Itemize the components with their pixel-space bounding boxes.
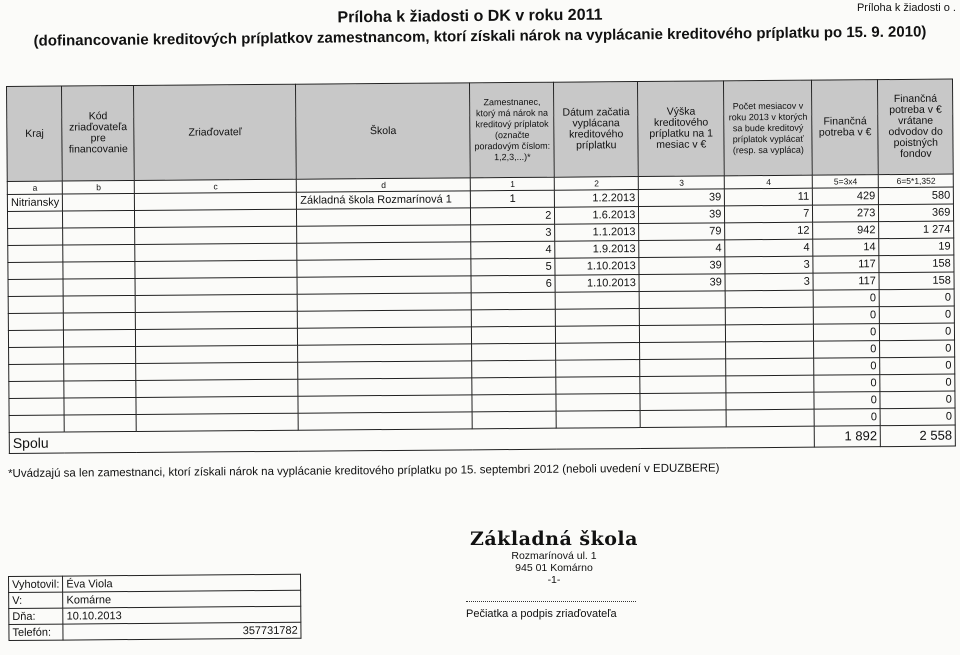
cell-kod: [64, 346, 136, 364]
cell-skola: [298, 310, 472, 328]
cell-datum: 1.2.2013: [555, 190, 639, 208]
cell-zriadovatel: [136, 311, 298, 329]
cell-vyska: [640, 325, 726, 343]
header-cell: Výška kreditového príplatku na 1 mesiac v €: [638, 81, 725, 177]
header-cell: Finančná potreba v € vrátane odvodov do poistných fondov: [878, 79, 954, 175]
total-label: Spolu: [9, 426, 814, 453]
cell-odvody: 0: [880, 391, 955, 409]
cell-odvody: 0: [879, 289, 954, 307]
cell-zriadovatel: [135, 226, 297, 244]
cell-potreba: 0: [813, 290, 879, 308]
cell-datum: [556, 377, 640, 395]
cell-mesiace: 11: [725, 188, 813, 206]
cell-zam: [471, 292, 555, 310]
corner-note: Príloha k žiadosti o .: [856, 2, 956, 14]
cell-skola: [297, 293, 471, 311]
cell-kraj: [8, 330, 63, 347]
document-subtitle: (dofinancovanie kreditových príplatkov zamestnancom, ktorí získali nárok na vyplácanie kreditového príplatku po 15. 9. 2010): [33, 23, 927, 50]
cell-zam: 3: [471, 224, 555, 242]
cell-zriadovatel: [136, 413, 298, 431]
info-label: Telefón:: [9, 624, 63, 640]
cell-zriadovatel: [135, 277, 297, 295]
stamp-number: -1-: [547, 574, 561, 586]
cell-datum: 1.9.2013: [555, 241, 639, 259]
cell-mesiace: [726, 375, 814, 393]
cell-kod: [63, 261, 135, 279]
cell-zriadovatel: [136, 379, 298, 397]
cell-skola: [297, 225, 471, 243]
cell-kod: [64, 329, 136, 347]
column-letter: 2: [555, 177, 639, 191]
cell-vyska: 79: [639, 223, 725, 241]
cell-odvody: 158: [879, 272, 954, 290]
cell-zriadovatel: [136, 345, 298, 363]
cell-odvody: 0: [880, 323, 955, 341]
stamp-street: Rozmarínová ul. 1: [511, 550, 597, 562]
column-letter: b: [63, 180, 135, 194]
cell-vyska: [640, 410, 726, 428]
cell-kraj: [9, 415, 64, 432]
column-letter: a: [7, 181, 62, 194]
cell-datum: 1.10.2013: [555, 275, 639, 293]
cell-odvody: 0: [880, 340, 955, 358]
cell-zam: 1: [471, 190, 555, 208]
cell-zam: [472, 343, 556, 361]
info-label: V:: [9, 592, 63, 608]
cell-kraj: [8, 313, 63, 330]
header-row: [7, 79, 954, 181]
cell-zam: 4: [471, 241, 555, 259]
cell-vyska: [640, 342, 726, 360]
cell-kod: [63, 227, 135, 245]
header-cell: Zamestnanec, ktorý má nárok na kreditový príplatok (označte poradovým číslom: 1,2,3,...)*: [470, 82, 555, 178]
cell-odvody: 580: [879, 187, 954, 205]
cell-datum: [556, 343, 640, 361]
cell-mesiace: 4: [725, 239, 813, 257]
cell-zam: [472, 394, 556, 412]
cell-mesiace: [726, 409, 814, 427]
cell-mesiace: [725, 290, 813, 308]
cell-skola: Základná škola Rozmarínová 1: [297, 191, 471, 209]
cell-kraj: [9, 364, 64, 381]
total-odvody: 2 558: [880, 425, 955, 447]
cell-vyska: [640, 393, 726, 411]
cell-kraj: [9, 381, 64, 398]
cell-kraj: [8, 228, 63, 245]
cell-vyska: 39: [639, 257, 725, 275]
cell-skola: [297, 259, 471, 277]
cell-datum: 1.1.2013: [555, 224, 639, 242]
footnote: *Uvádzajú sa len zamestnanci, ktorí získali nárok na vyplácanie kreditového príplatku po 15. septembri 2012 (neboli uvedení v EDUZBERE): [8, 462, 720, 480]
cell-vyska: [640, 376, 726, 394]
cell-zam: [472, 411, 556, 429]
cell-vyska: 4: [639, 240, 725, 258]
cell-potreba: 0: [814, 307, 880, 325]
header-cell: Zriaďovateľ: [134, 84, 297, 180]
cell-mesiace: [726, 358, 814, 376]
cell-odvody: 0: [880, 408, 955, 426]
cell-datum: [556, 411, 640, 429]
cell-kraj: [9, 398, 64, 415]
signature-label: Pečiatka a podpis zriaďovateľa: [466, 608, 617, 620]
cell-kraj: [9, 347, 64, 364]
cell-potreba: 429: [813, 188, 879, 206]
header-cell: Škola: [296, 83, 471, 179]
cell-kod: [64, 363, 136, 381]
cell-datum: [556, 326, 640, 344]
cell-potreba: 942: [813, 222, 879, 240]
header-cell: Kód zriaďovateľa pre financovanie: [62, 85, 135, 181]
cell-kraj: [8, 296, 63, 313]
cell-mesiace: [726, 307, 814, 325]
cell-zam: 2: [471, 207, 555, 225]
total-potreba: 1 892: [814, 426, 880, 448]
cell-mesiace: 7: [725, 205, 813, 223]
cell-zriadovatel: [135, 294, 297, 312]
cell-potreba: 273: [813, 205, 879, 223]
cell-zam: 5: [471, 258, 555, 276]
cell-potreba: 0: [814, 358, 880, 376]
cell-datum: [556, 394, 640, 412]
header-cell: Finančná potreba v €: [812, 80, 879, 176]
cell-mesiace: 3: [725, 256, 813, 274]
cell-datum: [556, 360, 640, 378]
cell-skola: [297, 208, 471, 226]
column-letter: 6=5*1,352: [879, 174, 954, 188]
cell-odvody: 0: [880, 306, 955, 324]
cell-datum: [556, 309, 640, 327]
cell-odvody: 158: [879, 255, 954, 273]
cell-odvody: 1 274: [879, 221, 954, 239]
column-letter: 5=3x4: [813, 175, 879, 189]
cell-odvody: 19: [879, 238, 954, 256]
cell-skola: [298, 378, 472, 396]
cell-kraj: [8, 245, 63, 262]
column-letter: d: [297, 178, 471, 192]
cell-kraj: Nitriansky: [7, 194, 62, 211]
cell-mesiace: 3: [725, 273, 813, 291]
cell-mesiace: 12: [725, 222, 813, 240]
cell-kod: [63, 244, 135, 262]
cell-skola: [298, 361, 472, 379]
cell-kraj: [8, 279, 63, 296]
cell-skola: [297, 242, 471, 260]
cell-potreba: 0: [814, 341, 880, 359]
stamp-school-name: Základná škola: [470, 528, 638, 550]
info-value: Komárne: [63, 590, 301, 608]
cell-kraj: [7, 211, 62, 228]
header-cell: Kraj: [7, 86, 63, 181]
cell-zriadovatel: [135, 209, 297, 227]
cell-zam: [472, 326, 556, 344]
cell-vyska: [639, 291, 725, 309]
cell-potreba: 117: [813, 273, 879, 291]
cell-potreba: 0: [814, 409, 880, 427]
cell-skola: [298, 395, 472, 413]
info-value: Éva Viola: [63, 574, 301, 592]
info-value: 357731782: [63, 622, 301, 640]
cell-kod: [63, 210, 135, 228]
column-letter: 4: [725, 175, 813, 189]
column-letter: c: [135, 179, 297, 193]
cell-zam: [472, 309, 556, 327]
cell-kod: [64, 414, 136, 432]
column-letter: 1: [471, 177, 555, 191]
cell-kod: [63, 193, 135, 211]
cell-skola: [297, 276, 471, 294]
cell-potreba: 117: [813, 256, 879, 274]
stamp-city: 945 01 Komárno: [515, 562, 593, 574]
cell-skola: [298, 344, 472, 362]
cell-odvody: 0: [880, 357, 955, 375]
cell-zam: [472, 377, 556, 395]
cell-skola: [298, 412, 472, 430]
cell-zriadovatel: [136, 362, 298, 380]
info-value: 10.10.2013: [63, 606, 301, 624]
cell-kod: [63, 278, 135, 296]
cell-potreba: 0: [814, 375, 880, 393]
cell-mesiace: [726, 392, 814, 410]
cell-vyska: [640, 308, 726, 326]
author-info-table: [8, 574, 302, 641]
header-cell: Dátum začatia vyplácana kreditového príplatku: [554, 82, 639, 178]
cell-mesiace: [726, 324, 814, 342]
cell-vyska: 39: [639, 274, 725, 292]
info-label: Vyhotovil:: [9, 576, 63, 592]
signature-line: [466, 601, 636, 602]
cell-zriadovatel: [136, 328, 298, 346]
cell-zriadovatel: [135, 243, 297, 261]
cell-kod: [64, 312, 136, 330]
cell-datum: 1.6.2013: [555, 207, 639, 225]
cell-zam: [472, 360, 556, 378]
cell-odvody: 0: [880, 374, 955, 392]
column-letter: 3: [639, 176, 725, 190]
cell-zriadovatel: [136, 396, 298, 414]
cell-skola: [298, 327, 472, 345]
cell-datum: [555, 292, 639, 310]
header-cell: Počet mesiacov v roku 2013 v ktorých sa bude kreditový príplatok vyplácať (resp. sa vypláca): [724, 80, 813, 176]
cell-zriadovatel: [135, 192, 297, 210]
cell-mesiace: [726, 341, 814, 359]
cell-odvody: 369: [879, 204, 954, 222]
info-row: [9, 622, 301, 640]
info-label: Dňa:: [9, 608, 63, 624]
cell-vyska: 39: [639, 206, 725, 224]
cell-potreba: 0: [814, 324, 880, 342]
cell-potreba: 14: [813, 239, 879, 257]
cell-datum: 1.10.2013: [555, 258, 639, 276]
cell-kod: [64, 380, 136, 398]
cell-zriadovatel: [135, 260, 297, 278]
application-table: [6, 79, 956, 454]
cell-kod: [64, 397, 136, 415]
school-stamp: [470, 528, 638, 586]
cell-potreba: 0: [814, 392, 880, 410]
document-title: Príloha k žiadosti o DK v roku 2011: [337, 6, 603, 27]
cell-kraj: [8, 262, 63, 279]
cell-kod: [63, 295, 135, 313]
cell-vyska: [640, 359, 726, 377]
cell-vyska: 39: [639, 189, 725, 207]
cell-zam: 6: [471, 275, 555, 293]
